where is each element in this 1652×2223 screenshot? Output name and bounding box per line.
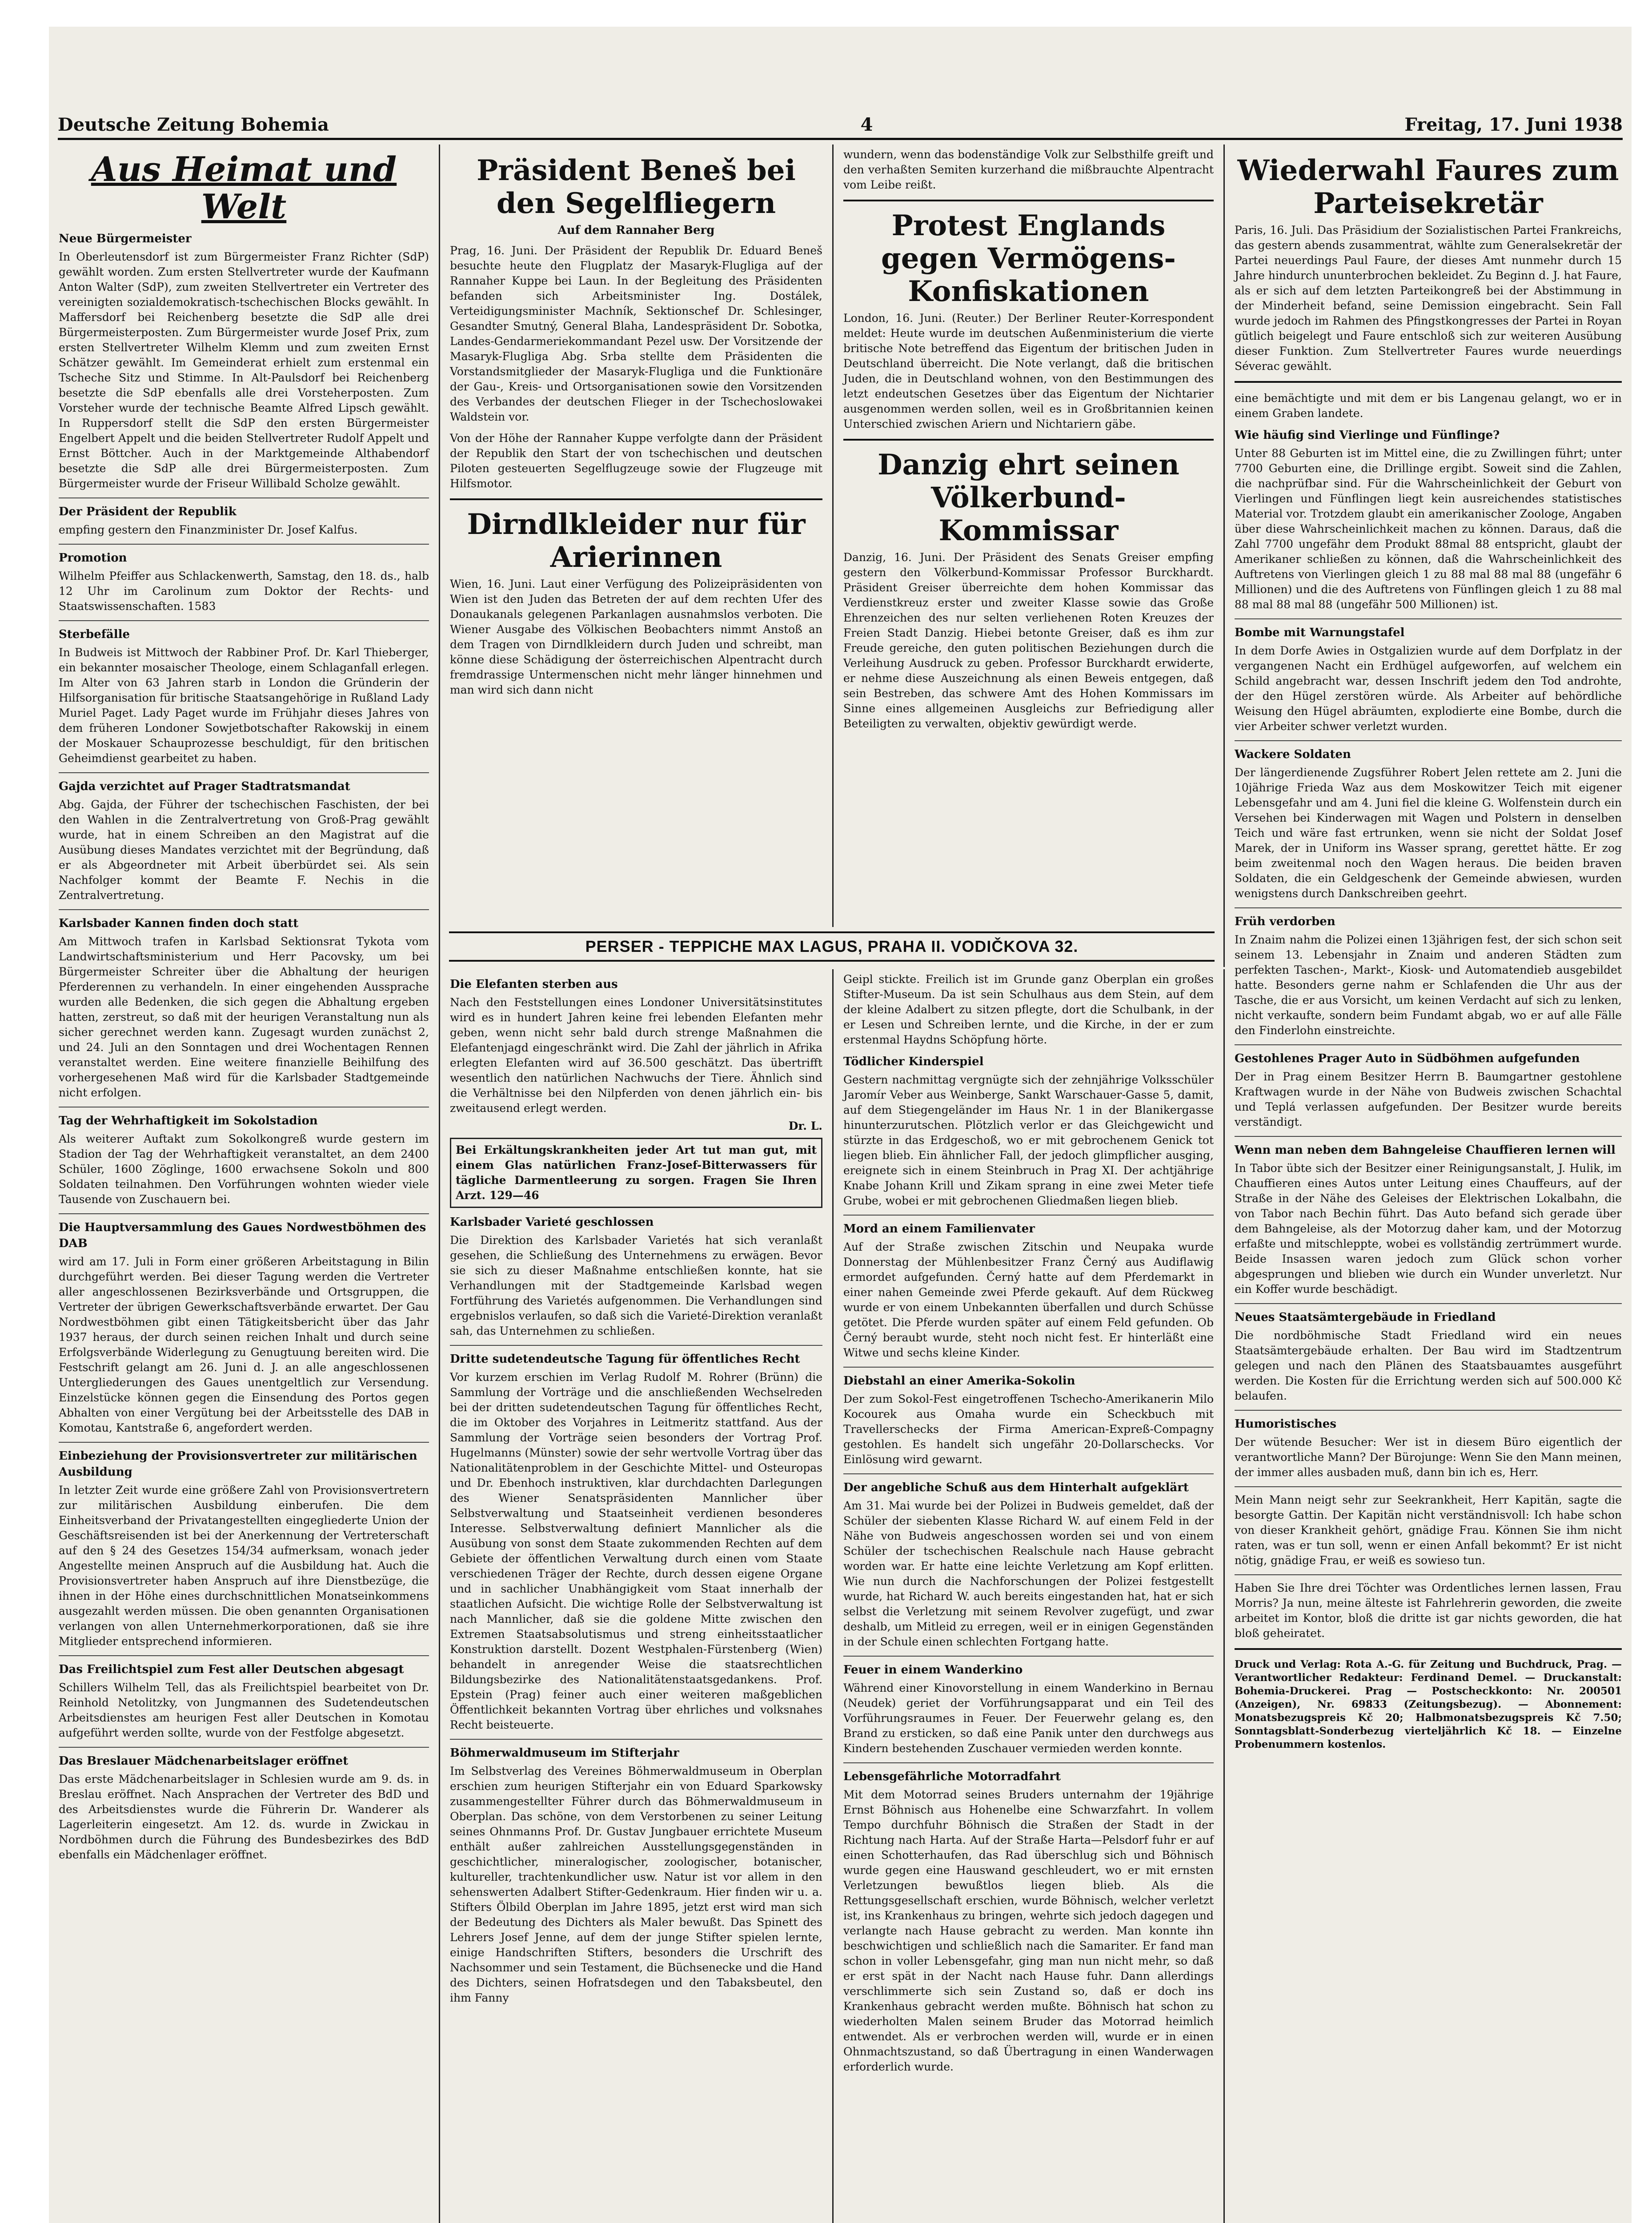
news-item-text: In Znaim nahm die Polizei einen 13jährigen fest, der sich schon seit seinem 13. Lebensjahr in Znaim und anderen Städten zum perfekten Taschen-, Markt-, Kiosk- und Automatendieb ausgebildet hatte. Besonders gerne nahm er Schlafenden die Uhr aus der Tasche, die er aus Vorsicht, um keinen Verdacht auf sich zu lenken, nicht verkaufte, sondern beim Fundamt abgab, wo er auf alle Fälle den Finderlohn einstreichte. <box>1235 933 1622 1037</box>
divider <box>843 1215 1214 1216</box>
news-item-heading: Das Freilichtspiel zum Fest aller Deutschen abgesagt <box>59 1663 404 1676</box>
news-item-heading: Tag der Wehrhaftigkeit im Sokolstadion <box>59 1114 318 1128</box>
article-body-danzig <box>843 550 1214 731</box>
divider <box>843 1762 1214 1763</box>
news-item-text: Die nordböhmische Stadt Friedland wird ein neues Staatsämtergebäude erhalten. Der Bau wird im Stadtzentrum gelegen und nach den Plänen des Staatsbauamtes ausgeführt werden. Die Kosten für die Errichtung werden sich auf 500.000 Kč belaufen. <box>1235 1329 1622 1402</box>
divider <box>843 1367 1214 1368</box>
news-item-text: Gestern nachmittag vergnügte sich der zehnjährige Volksschüler Jaromír Veber aus Weinberge, Sankt Warschauer-Gasse 5, damit, auf dem Stiegengeländer im Haus Nr. 1 in der Blanikergasse hinunterzurutschen. Plötzlich verlor er das Gleichgewicht und stürzte in das Erdgeschoß, wo er mit gebrochenem Genick tot liegen blieb. Ein ähnlicher Fall, der jedoch glimpflicher ausging, ereignete sich in einem Steinbruch in Prag XI. Der achtjährige Knabe Johann Krill und Zikam sprang in eine zwei Meter tiefe Grube, wobei er mit gebrochenen Gliedmaßen liegen blieb. <box>843 1073 1214 1207</box>
news-item-heading: Feuer in einem Wanderkino <box>843 1663 1023 1677</box>
news-item-text: Die Direktion des Karlsbader Varietés hat sich veranlaßt gesehen, die Schließung des Unternehmens zu erwägen. Bevor sie sich zu dieser Maßnahme entschließen konnte, hat sie Verhandlungen mit der Stadtgemeinde Karlsbad wegen Fortführung des Varietés aufgenommen. Die Verhandlungen sind ergebnislos verlaufen, so daß sich die Varieté-Direktion veranlaßt sah, das Unternehmen zu schließen. <box>450 1234 822 1337</box>
news-item-heading: Neues Staatsämtergebäude in Friedland <box>1235 1311 1496 1324</box>
news-item-heading: Karlsbader Kannen finden doch statt <box>59 917 299 930</box>
news-item-heading: Bombe mit Warnungstafel <box>1235 626 1405 639</box>
divider <box>1235 1136 1622 1137</box>
news-item-heading: Diebstahl an einer Amerika-Sokolin <box>843 1374 1075 1388</box>
divider <box>1235 381 1622 383</box>
article-body-faure <box>1235 223 1622 374</box>
article-title-benes: Präsident Beneš bei den Segelfliegern <box>477 154 796 220</box>
news-item-text: Nach den Feststellungen eines Londoner Universitätsinstitutes wird es in hundert Jahren keine frei lebenden Elefanten mehr geben, wenn nicht sehr bald durch strenge Maßnahmen die Elefantenjagd eingeschränkt wird. Die Zahl der jährlich in Afrika erlegten Elefanten wird auf 36.500 geschätzt. Das übertrifft wesentlich den natürlichen Nachwuchs der Tiere. Ähnlich sind die Verhältnisse bei den Nilpferden von denen jährlich ein- bis zweitausend erlegt werden. <box>450 996 822 1115</box>
news-item-text: Wilhelm Pfeiffer aus Schlackenwerth, Samstag, den 18. ds., halb 12 Uhr im Carolinum zum Doktor der Rechts- und Staatswissenschaften. 1583 <box>59 570 429 613</box>
article-body-dirndl <box>450 577 822 698</box>
news-item-text: Der in Prag einem Besitzer Herrn B. Baumgartner gestohlene Kraftwagen wurde in der Nähe von Budweis zwischen Schachtal und Teplá verlassen aufgefunden. Der Besitzer wurde bereits verständigt. <box>1235 1070 1622 1128</box>
column-3-bottom-articles <box>843 1054 1214 2075</box>
imprint: Druck und Verlag: Rota A.-G. für Zeitung und Buchdruck, Prag. — Verantwortlicher Redakteur: Ferdinand Demel. — Druckanstalt: Bohemia-Druckerei. Prag — Postscheckkonto: Nr. 200501 (Anzeigen), Nr. 69833 (Zeitungsbezug). — Abonnement: Monatsbezugspreis Kč 20; Halbmonatsbezugspreis Kč 7.50; Sonntagsblatt-Sonderbezug vierteljährlich Kč 18. — Einzelne Probenummern kostenlos. <box>1235 1658 1622 1750</box>
divider <box>59 1747 429 1748</box>
news-item-text: Am Mittwoch trafen in Karlsbad Sektionsrat Tykota vom Landwirtschaftsministerium und Herr Pacovsky, um bei Bürgermeister Schreiter über die Abhaltung der heurigen Pferderennen zu verhandeln. In einer eingehenden Aussprache wurden alle Bedenken, die sich gegen die Abhaltung ergeben hatten, zerstreut, so daß mit der heurigen Veranstaltung nun als sicher gerechnet werden kann. Zugesagt wurden zunächst 2, und 24. Juli an den Sonntagen und drei Wochentagen Rennen veranstaltet werden. Eine weitere finanzielle Beihilfung des vorhergesehenen Maß wird für die Karlsbader Stadtgemeinde nicht erfolgen. <box>59 935 429 1099</box>
news-item-heading: Neue Bürgermeister <box>59 232 192 245</box>
divider <box>1235 1303 1622 1304</box>
news-item-text: wird am 17. Juli in Form einer größeren Arbeitstagung in Bilin durchgeführt werden. Bei dieser Tagung werden die Vertreter aller angeschlossenen Bezirksverbände und Ortsgruppen, die Vertreter der übrigen Gewerkschaftsverbände erwartet. Der Gau Nordwestböhmen gibt einen Tätigkeitsbericht über das Jahr 1937 heraus, der durch seinen reichen Inhalt und durch seine Erfolgsverbände Widerlegung zu Genugtuung bereiten wird. Die Festschrift gelangt am 26. Juni d. J. an alle angeschlossenen Untergliederungen des Gaues unentgeltlich zur Versendung. Einzelstücke können gegen die Einsendung des Portos gegen Abhalten von einer Vergütung bei der Arbeitsstelle des DAB in Komotau, Kantstraße 6, angefordert werden. <box>59 1255 429 1434</box>
divider <box>450 1345 822 1346</box>
news-item-text: In Budweis ist Mittwoch der Rabbiner Prof. Dr. Karl Thieberger, ein bekannter mosaischer Theologe, einem Schlaganfall erlegen. Im Alter von 63 Jahren starb in London die Gründerin der Hilfsorganisation für britische Staatsangehörige in Rußland Lady Muriel Paget. Lady Paget wurde im Frühjahr dieses Jahres von dem früheren Londoner Sowjetbotschafter Rakowskij in einem der Moskauer Schauprozesse beschuldigt, für den britischen Geheimdienst gearbeitet zu haben. <box>59 646 429 765</box>
article-title-dirndl: Dirndlkleider nur für Arierinnen <box>467 508 806 574</box>
advertisement-text: PERSER - TEPPICHE MAX LAGUS, PRAHA II. VODIČKOVA 32. <box>449 931 1215 962</box>
article-title-faure: Wiederwahl Faures zum Parteisekretär <box>1237 154 1619 220</box>
news-item-heading: Der Präsident der Republik <box>59 505 237 518</box>
page-number: 4 <box>860 114 873 135</box>
page-header <box>58 111 1623 140</box>
news-item-heading: Die Elefanten sterben aus <box>450 978 618 991</box>
newspaper-page <box>49 27 1632 2223</box>
news-item-text: Der wütende Besucher: Wer ist in diesem Büro eigentlich der verantwortliche Mann? Der Bürojunge: Wenn Sie den Mann meinen, der immer alles ausbaden muß, dann bin ich es, Herr. <box>1235 1436 1622 1479</box>
news-item-text: Mein Mann neigt sehr zur Seekrankheit, Herr Kapitän, sagte die besorgte Gattin. Der Kapitän nicht verständnisvoll: Ich habe schon von dieser Krankheit gehört, gnädige Frau. Können Sie ihm nicht raten, was er tun soll, wenn er einen Anfall bekommt? Er ist nicht nötig, gnädige Frau, er weiß es sowieso tun. <box>1235 1493 1622 1567</box>
news-item-heading: Humoristisches <box>1235 1417 1336 1431</box>
column-4 <box>1225 144 1632 2223</box>
divider <box>843 1656 1214 1657</box>
news-item-text: Der zum Sokol-Fest eingetroffenen Tschecho-Amerikanerin Milo Kocourek aus Omaha wurde ein Scheckbuch mit Travellerschecks der Firma American-Expreß-Compagny gestohlen. Es handelt sich ungefähr 20-Dollarschecks. Vor Einlösung wird gewarnt. <box>843 1392 1214 1466</box>
column-4-articles <box>1235 427 1622 1641</box>
news-item-text: Mit dem Motorrad seines Bruders unternahm der 19jährige Ernst Böhnisch aus Hohenelbe eine Schwarzfahrt. In vollem Tempo durchfuhr Böhnisch die Straßen der Stadt in der Richtung nach Harta. Auf der Straße Harta—Pelsdorf fuhr er auf einen Schotterhaufen, das Rad überschlug sich und Böhnisch wurde gegen eine Hauswand geschleudert, wo er mit ernsten Verletzungen bewußtlos liegen blieb. Als die Rettungsgesellschaft erschien, wurde Böhnisch, welcher verletzt ist, ins Krankenhaus zu bringen, wehrte sich jedoch dagegen und verlangte nach Hause gebracht zu werden. Man konnte ihn beschwichtigen und schließlich nach die Samariter. Er fand man schon in voller Lebensgefahr, ging man nun nicht mehr, so daß er erst spät in der Nacht nach Hause fuhr. Dann allerdings verschlimmerte sich sein Zustand so, daß er doch ins Krankenhaus gebracht werden mußte. Böhnisch hat schon zu wiederholten Malen seinem Bruder das Motorrad heimlich entwendet. Als er verbrochen werden will, wurde er in einen Ohnmachtszustand, so daß Übertragung in einen Wanderwagen erforderlich wurde. <box>843 1788 1214 2073</box>
news-item-heading: Gestohlenes Prager Auto in Südböhmen aufgefunden <box>1235 1052 1580 1065</box>
divider <box>59 772 429 773</box>
news-item-heading: Das Breslauer Mädchenarbeitslager eröffnet <box>59 1754 349 1768</box>
divider <box>1235 1574 1622 1575</box>
news-item-text: In Tabor übte sich der Besitzer einer Reinigungsanstalt, J. Hulik, im Chauffieren eines Autos unter Leitung eines Chauffeurs, auf der Straße in der Nähe des Geleises der Elektrischen Lokalbahn, die von Tabor nach Bechin führt. Das Auto befand sich gerade über dem Bahngeleise, als der Motorzug daher kam, und der Motorzug erfaßte und mitschleppte, wobei es vollständig zertrümmert wurde. Beide Insassen waren jedoch zum Glück schon vorher abgesprungen und blieben wie durch ein Wunder unverletzt. Nur ein Koffer wurde beschädigt. <box>1235 1162 1622 1296</box>
divider <box>59 620 429 621</box>
news-item-heading: Mord an einem Familienvater <box>843 1222 1035 1236</box>
paragraph: Prag, 16. Juni. Der Präsident der Republik Dr. Eduard Beneš besuchte heute den Flugplatz der Masaryk-Flugliga auf der Rannaher Kuppe bei Laun. In der Begleitung des Präsidenten befanden sich Arbeitsminister Ing. Dostálek, Verteidigungsminister Machník, Sektionschef Dr. Schlesinger, Gesandter Smutný, General Blaha, Landespräsident Dr. Sobotka, Landes-Gendarmeriekommandant Pezel usw. Der Vorsitzende der Masaryk-Flugliga Abg. Srba stellte dem Präsidenten die Vorstandsmitglieder der Masaryk-Flugliga und die Funktionäre der Gau-, Kreis- und Ortsorganisationen sowie den Vorsitzenden des Verbandes der deutschen Flieger in der Tschechoslowakei Waldstein vor. <box>450 244 822 423</box>
divider <box>843 1473 1214 1474</box>
section-title: Aus Heimat und Welt <box>91 149 397 226</box>
divider <box>450 1739 822 1740</box>
divider <box>59 1442 429 1443</box>
news-item-heading: Sterbefälle <box>59 628 130 641</box>
divider <box>1235 1410 1622 1411</box>
article-body-england <box>843 311 1214 432</box>
news-item-text: Am 31. Mai wurde bei der Polizei in Budweis gemeldet, daß der Schüler der siebenten Klasse Richard W. auf einem Feld in der Nähe von Budweis angeschossen worden sei und von einem Schüler der tschechischen Realschule nach Hause gebracht worden war. Er hatte eine leichte Verletzung am Kopf erlitten. Wie nun durch die Nachforschungen der Polizei festgestellt wurde, hat Richard W. auch bereits eingestanden hat, hat er sich selbst die Verletzung mit seinem Revolver zugefügt, und zwar deshalb, um Mitleid zu erregen, weil er in einigen Gegenständen in der Schule einen schlechten Fortgang hatte. <box>843 1499 1214 1648</box>
news-item-text: Das erste Mädchenarbeitslager in Schlesien wurde am 9. ds. in Breslau eröffnet. Nach Ansprachen der Vertreter des BdD und des Arbeitsdienstes wurde die Führerin Dr. Wanderer als Lagerleiterin eingesetzt. Am 12. ds. wurde in Zwickau in Nordböhmen durch die Führung des Bundesbezirkes des BdD ebenfalls ein Mädchenlager eröffnet. <box>59 1773 429 1861</box>
divider <box>843 439 1214 441</box>
article-continuation: Geipl stickte. Freilich ist im Grunde ganz Oberplan ein großes Stifter-Museum. Da ist sein Schulhaus aus dem Stein, auf dem der kleine Adalbert zu sitzen pflegte, dort die Schulbank, in der er Lesen und Schreiben lernte, und die Kirche, in der er zum erstenmal Haydns Schöpfung hörte. <box>843 973 1214 1046</box>
news-item-text: empfing gestern den Finanzminister Dr. Josef Kalfus. <box>59 523 358 536</box>
article-subtitle-benes: Auf dem Rannaher Berg <box>557 224 715 237</box>
news-item-text: Während einer Kinovorstellung in einem Wanderkino in Bernau (Neudek) geriet der Vorführungsapparat und ein Teil des Vorführungsraumes in Feuer. Der Feuerwehr gelang es, den Brand zu ersticken, so daß eine Panik unter den durchwegs aus Kindern bestehenden Zuschauer vermieden werden konnte. <box>843 1681 1214 1755</box>
news-item-text: Abg. Gajda, der Führer der tschechischen Faschisten, der bei den Wahlen in die Zentralvertretung von Groß-Prag gewählt wurde, hat in einem Schreiben an den Magistrat auf die Ausübung dieses Mandates verzichtet mit der Begründung, daß er als Abgeordneter mit Arbeit überbürdet sei. Als sein Nachfolger kommt der Beamte F. Nechis in die Zentralvertretung. <box>59 798 429 902</box>
news-item-text: Der längerdienende Zugsführer Robert Jelen rettete am 2. Juni die 10jährige Frieda Waz aus dem Moskowitzer Teich mit eigener Lebensgefahr und am 4. Juni fiel die kleine G. Wolfenstein durch ein Versehen bei Kinderwagen mit Wagen und Polstern in denselben Teich und wäre fast ertrunken, wenn sie nicht der Soldat Josef Marek, der in Uniform ins Wasser sprang, gerettet hätte. Er zog beim zweitenmal noch den Wagen heraus. Die beiden braven Soldaten, die ein Geldgeschenk der Gemeinde abwiesen, wurden wenigstens durch Dankschreiben geehrt. <box>1235 766 1622 900</box>
article-body-benes <box>450 243 822 491</box>
paragraph: Wien, 16. Juni. Laut einer Verfügung des Polizeipräsidenten von Wien ist den Juden das Betreten der auf dem rechten Ufer des Donaukanals gelegenen Parkanlagen ausnahmslos verboten. Die Wiener Ausgabe des Völkischen Beobachters nimmt Anstoß an dem Tragen von Dirndlkleidern durch Juden und schreibt, man könne diese Schädigung der österreichischen Alpentracht durch fremdrassige Untermenschen nicht mehr länger hinnehmen und man wird sich dann nicht <box>450 578 822 696</box>
column-3-top <box>834 144 1225 927</box>
news-item-text: Haben Sie Ihre drei Töchter was Ordentliches lernen lassen, Frau Morris? Ja nun, meine älteste ist Fahrlehrerin geworden, die zweite arbeitet im Kontor, bloß die dritte ist gar nichts geworden, die hat bloß geheiratet. <box>1235 1581 1622 1640</box>
news-item-heading: Wackere Soldaten <box>1235 748 1351 761</box>
news-item-heading: Wie häufig sind Vierlinge und Fünflinge? <box>1235 429 1500 442</box>
news-item-heading: Wenn man neben dem Bahngeleise Chauffieren lernen will <box>1235 1144 1616 1157</box>
article-title-england: Protest Englands gegen Vermögens-Konfiskationen <box>881 209 1176 308</box>
divider <box>1235 1486 1622 1487</box>
news-item-heading: Früh verdorben <box>1235 915 1335 928</box>
divider <box>59 1213 429 1214</box>
divider <box>843 200 1214 201</box>
issue-date: Freitag, 17. Juni 1938 <box>1404 114 1623 135</box>
news-item-text: Schillers Wilhelm Tell, das als Freilichtspiel bearbeitet von Dr. Reinhold Netolitzky, von Jungmannen des Sudetendeutschen Arbeitsdienstes am heurigen Fest aller Deutschen in Komotau aufgeführt werden sollte, wurde von der Festfolge abgesetzt. <box>59 1681 429 1739</box>
news-item-heading: Der angebliche Schuß aus dem Hinterhalt aufgeklärt <box>843 1481 1189 1494</box>
news-item-text: Als weiterer Auftakt zum Sokolkongreß wurde gestern im Stadion der Tag der Wehrhaftigkeit veranstaltet, an dem 2400 Schüler, 1600 Zöglinge, 1600 erwachsene Sokoln und 800 Soldaten teilnahmen. Den Vorführungen wohnten wieder viele Tausende von Zuschauern bei. <box>59 1132 429 1206</box>
column-1-articles <box>59 231 429 1862</box>
column-2-top <box>440 144 834 927</box>
news-item-heading: Einbeziehung der Provisionsvertreter zur militärischen Ausbildung <box>59 1449 417 1479</box>
news-item-heading: Gajda verzichtet auf Prager Stadtratsmandat <box>59 780 350 793</box>
news-item-heading: Böhmerwaldmuseum im Stifterjahr <box>450 1746 679 1760</box>
news-item-heading: Lebensgefährliche Motorradfahrt <box>843 1770 1061 1783</box>
column-3-bottom <box>834 969 1225 2223</box>
boxed-advertisement-frame <box>450 1138 822 1208</box>
boxed-advertisement: Bei Erkältungskrankheiten jeder Art tut man gut, mit einem Glas natürlichen Franz-Josef-Bitterwassers für tägliche Darmentleerung zu sorgen. Fragen Sie Ihren Arzt. 129—46 <box>456 1144 817 1202</box>
divider <box>59 1655 429 1656</box>
paragraph: Danzig, 16. Juni. Der Präsident des Senats Greiser empfing gestern den Völkerbund-Kommissar Professor Burckhardt. Präsident Greiser überreichte dem hohen Kommissar das Verdienstkreuz erster und zweiter Klasse sowie das Große Ehrenzeichen des nur selten verliehenen Roten Kreuzes der Freien Stadt Danzig. Hiebei betonte Greiser, daß es ihm zur Freude gereiche, den guten politischen Beziehungen durch die Verleihung Ausdruck zu geben. Professor Burckhardt erwiderte, er nehme diese Auszeichnung als einen Beweis entgegen, daß sein Bestreben, das schwere Amt des Hohen Kommissars im Sinne eines allgemeinen Ausgleichs zur Befriedigung aller Beteiligten zu verwalten, objektiv gewürdigt werde. <box>843 551 1214 730</box>
news-item-text: In letzter Zeit wurde eine größere Zahl von Provisionsvertretern zur militärischen Ausbildung einberufen. Die dem Einheitsverband der Privatangestellten eingegliederte Union der Geschäftsreisenden ist bei der Anerkennung der Vertreterschaft auf den § 24 des Gesetzes 154/34 aufmerksam, wonach jeder Angestellte meinen Anspruch auf die Ausbildung hat. Auch die Provisionsvertreter haben Anspruch auf ihre Dienstbezüge, die ihnen in der Höhe eines durchschnittlichen Monatseinkommens ausgezahlt werden müssen. Die oben genannten Organisationen verlangen von allen Unternehmerkorporationen, daß sie ihre Mitglieder entsprechend informieren. <box>59 1484 429 1648</box>
paper-name: Deutsche Zeitung Bohemia <box>58 114 329 135</box>
article-continuation: wundern, wenn das bodenständige Volk zur Selbsthilfe greift und den verhaßten Semiten kurzerhand die mißbrauchte Alpentracht vom Leibe reißt. <box>843 148 1214 191</box>
news-item-text: Vor kurzem erschien im Verlag Rudolf M. Rohrer (Brünn) die Sammlung der Vorträge und die anschließenden Wechselreden bei der dritten sudetendeutschen Tagung für öffentliches Recht, die im Oktober des Vorjahres in Leitmeritz stattfand. Aus der Sammlung der Vorträge seien besonders der Vortrag Prof. Hugelmanns (Münster) sowie der sehr wertvolle Vortrag über das Nationalitätenproblem in der Geschichte Mittel- und Osteuropas und Dr. Ebenhoch instruktiven, klar durchdachten Darlegungen des Wiener Senatspräsidenten Mannlicher über Selbstverwaltung und Staatseinheit verdienen besonderes Interesse. Selbstverwaltung definiert Mannlicher als die Ausübung von sonst dem Staate zukommenden Rechten auf dem Gebiete der öffentlichen Verwaltung durch einen vom Staate verschiedenen Träger der Rechte, durch dessen eigene Organe und in sachlicher Unabhängigkeit vom Staat innerhalb der staatlichen Aufsicht. Die wichtige Rolle der Selbstverwaltung ist nach Mannlicher, daß sie die goldene Mitte zwischen den Extremen Staatsabsolutismus und streng einheitsstaatlicher Konstruktion darstellt. Dozent Westphalen-Fürstenberg (Wien) behandelt in anregender Weise die staatsrechtlichen Bildungsbezirke des Nationalitätenstaatsgedankens. Prof. Epstein (Prag) feiner auch einer weiteren maßgeblichen Öffentlichkeit bekannten Vortrag über ehrliches und volksnahes Recht beisteuerte. <box>450 1371 822 1731</box>
news-item-text: In dem Dorfe Awies in Ostgalizien wurde auf dem Dorfplatz in der vergangenen Nacht ein Erdhügel aufgeworfen, auf welchem ein Schild angebracht war, dessen Inschrift jedem den Tod androhte, der den Hügel zerstören würde. Als Arbeiter auf behördliche Weisung den Hügel abräumten, explodierte eine Bombe, durch die vier Arbeiter schwer verletzt wurden. <box>1235 644 1622 733</box>
paragraph: Von der Höhe der Rannaher Kuppe verfolgte dann der Präsident der Republik den Start der von tschechischen und deutschen Piloten gesteuerten Segelflugzeuge sowie der Flugzeuge mit Hilfsmotor. <box>450 432 822 490</box>
paragraph: Paris, 16. Juli. Das Präsidium der Sozialistischen Partei Frankreichs, das gestern abends zusammentrat, wählte zum Generalsekretär der Partei neuerdings Paul Faure, der dieses Amt nunmehr durch 15 Jahre hindurch ununterbrochen bekleidet. Zu Beginn d. J. hat Faure, als er sich auf dem letzten Parteikongreß bei der Abstimmung in der Minderheit befand, seine Demission eingebracht. Sein Fall wurde jedoch im Rahmen des Pfingstkongresses der Partei in Royan gütlich beigelegt und Faure entschloß sich zur weiteren Ausübung dieser Funktion. Zum Stellvertreter Faures wurde neuerdings Séverac gewählt. <box>1235 224 1622 373</box>
news-item-text: Unter 88 Geburten ist im Mittel eine, die zu Zwillingen führt; unter 7700 Geburten eine, die Drillinge ergibt. Soweit sind die Zahlen, die nachprüfbar sind. Für die Wahrscheinlichkeit der Geburt von Vierlingen und Fünflingen liegt kein ausreichendes statistisches Material vor. Trotzdem glaubt ein amerikanischer Zoologe, Angaben über diese Wahrscheinlichkeit machen zu können. Daraus, daß die Zahl 7700 ungefähr dem Produkt 88mal 88 entspricht, glaubt der Amerikaner schließen zu können, daß die Wahrscheinlichkeit des Auftretens von Vierlingen gleich 1 zu 88 mal 88 mal 88 (ungefähr 6 Millionen) und die des Auftretens von Fünflingen gleich 1 zu 88 mal 88 mal 88 mal 88 (ungefähr 500 Millionen) ist. <box>1235 447 1622 611</box>
article-continuation: eine bemächtigte und mit dem er bis Langenau gelangt, wo er in einem Graben landete. <box>1235 392 1622 420</box>
news-item-text: In Oberleutensdorf ist zum Bürgermeister Franz Richter (SdP) gewählt worden. Zum ersten Stellvertreter wurde der Kaufmann Anton Walter (SdP), zum zweiten Stellvertreter ein Vertreter des vereinigten sozialdemokratisch-tschechischen Blocks gewählt. In Maffersdorf bei Reichenberg besetzte die SdP alle drei Bürgermeisterposten. Zum Bürgermeister wurde Josef Prix, zum ersten Stellvertreter Wilhelm Klemm und zum zweiten Ernst Schätzer gewählt. Im Gemeinderat erhielt zum erstenmal ein Tscheche Sitz und Stimme. In Alt-Paulsdorf bei Reichenberg besetzte die SdP ebenfalls alle drei Vorsteherposten. Zum Vorsteher wurde der technische Beamte Alfred Lipsch gewählt. In Ruppersdorf stellt die SdP den ersten Bürgermeister Engelbert Appelt und die beiden Stellvertreter Rudolf Appelt und Ernst Böttcher. Auch in der Marktgemeinde Althabendorf besetzte die SdP alle drei Bürgermeisterposten. Zum Bürgermeister wurde der Friseur Willibald Scholze gewählt. <box>59 250 429 490</box>
news-item-heading: Tödlicher Kinderspiel <box>843 1055 984 1068</box>
divider <box>59 909 429 910</box>
advertisement-banner <box>440 927 1225 967</box>
column-1 <box>49 144 440 2223</box>
divider <box>59 544 429 545</box>
divider <box>1235 1044 1622 1045</box>
column-2-bottom-articles <box>450 976 822 2006</box>
divider <box>1235 618 1622 619</box>
divider <box>450 498 822 500</box>
news-item-heading: Promotion <box>59 551 127 565</box>
column-2-bottom <box>440 969 834 2223</box>
author-signature: Dr. L. <box>788 1120 822 1132</box>
divider <box>1235 740 1622 741</box>
divider <box>1235 907 1622 908</box>
divider <box>1235 1648 1622 1650</box>
news-item-text: Im Selbstverlag des Vereines Böhmerwaldmuseum in Oberplan erschien zum heurigen Stifterjahr ein von Eduard Sparkowsky zusammengestellter Führer durch das Böhmerwaldmuseum in Oberplan. Das schöne, von dem Verstorbenen zu seiner Leitung seines Ohnmanns Prof. Dr. Gustav Jungbauer errichtete Museum enthält außer zahlreichen Ausstellungsgegenständen in geschichtlicher, mineralogischer, zoologischer, botanischer, kultureller, trachtenkundlicher usw. Natur ist vor allem in den sehenswerten Adalbert Stifter-Gedenkraum. Hier finden wir u. a. Stifters Ölbild Oberplan im Jahre 1895, jetzt erst wird man sich der Bedeutung des Dichters als Maler bewußt. Das Spinett des Lehrers Josef Jenne, auf dem der junge Stifter spielen lernte, einige Handschriften Stifters, besonders die Urschrift des Nachsommer und sein Testament, die Büchsenecke und die Hand des Dichters, seinen Hofratsdegen und den Tabaksbeutel, den ihm Fanny <box>450 1765 822 2004</box>
news-item-heading: Karlsbader Varieté geschlossen <box>450 1216 654 1229</box>
paragraph: London, 16. Juni. (Reuter.) Der Berliner Reuter-Korrespondent meldet: Heute wurde im deutschen Außenministerium die vierte britische Note betreffend das Eigentum der britischen Juden in Deutschland überreicht. Die Note verlangt, daß die britischen Juden, die in Deutschland wohnen, von den Bestimmungen des letzt endeutschen Gesetzes über das Eigentum der Nichtarier ausgenommen werden sollen, weil es in Großbritannien keinen Unterschied zwischen Ariern und Nichtariern gäbe. <box>843 312 1214 430</box>
article-title-danzig: Danzig ehrt seinen Völkerbund-Kommissar <box>878 448 1179 547</box>
news-item-heading: Die Hauptversammlung des Gaues Nordwestböhmen des DAB <box>59 1221 426 1250</box>
news-item-heading: Dritte sudetendeutsche Tagung für öffentliches Recht <box>450 1352 800 1366</box>
news-item-text: Auf der Straße zwischen Zitschin und Neupaka wurde Donnerstag der Mühlenbesitzer Franz Černý aus Audiflawig ermordet aufgefunden. Černý hatte auf dem Pferdemarkt in einer nahen Gemeinde zwei Pferde gekauft. Auf dem Rückweg wurde er von einem Unbekannten überfallen und durch Schüsse getötet. Die Pferde wurden später auf einem Feld gefunden. Ob Černý beraubt wurde, steht noch nicht fest. Er hinterläßt eine Witwe und sechs kleine Kinder. <box>843 1240 1214 1359</box>
